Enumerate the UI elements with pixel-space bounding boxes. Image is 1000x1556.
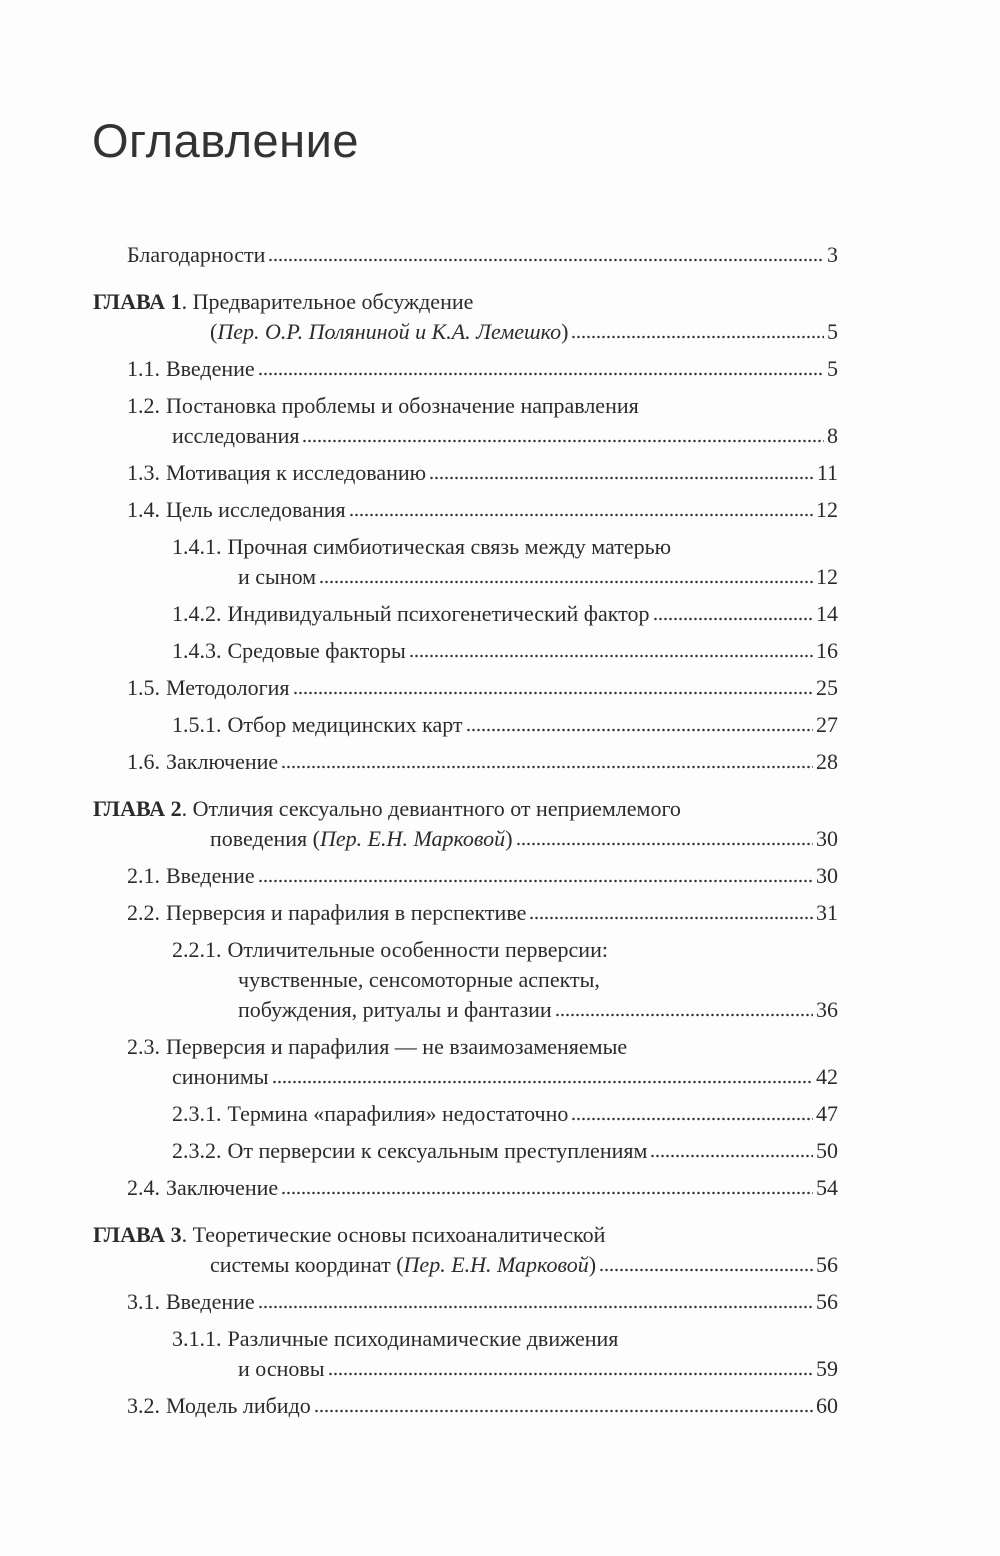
entry-title [166, 1032, 627, 1062]
title-text: Перверсия и парафилия в перспективе [166, 900, 527, 925]
title-text: синонимы [172, 1064, 269, 1089]
entry-title [166, 391, 639, 421]
entry-title [210, 824, 513, 854]
toc-entry-line [0, 458, 838, 488]
section-number: 2.2. [127, 900, 160, 925]
dot-leader [466, 728, 813, 732]
section-number: 2.4. [127, 1175, 160, 1200]
toc-entry[interactable] [0, 1391, 1000, 1421]
page-number: 16 [816, 638, 838, 663]
entry-title [228, 636, 406, 666]
table-of-contents [0, 240, 1000, 1421]
chapter-label: ГЛАВА 3 [93, 1222, 182, 1247]
dot-leader [429, 476, 814, 480]
toc-entry[interactable] [0, 861, 1000, 891]
toc-entry[interactable] [0, 673, 1000, 703]
dot-leader [319, 580, 813, 584]
separator: . [181, 289, 193, 314]
title-text: Средовые факторы [227, 638, 406, 663]
entry-title [238, 995, 552, 1025]
section-number: 1.4. [127, 497, 160, 522]
toc-entry-line [0, 1062, 838, 1092]
entry-title [238, 1354, 325, 1384]
toc-entry[interactable] [0, 532, 1000, 592]
entry-title [238, 965, 600, 995]
entry-title [127, 240, 265, 270]
page-number: 25 [816, 675, 838, 700]
toc-entry[interactable] [0, 1032, 1000, 1092]
toc-entry-line [0, 935, 838, 965]
page-number: 14 [816, 601, 838, 626]
title-text: Термина «парафилия» недостаточно [227, 1101, 569, 1126]
translator-credit: Пер. О.Р. Поляниной и К.А. Лемешко [217, 319, 562, 344]
toc-entry[interactable] [0, 599, 1000, 629]
toc-entry-line [0, 824, 838, 854]
toc-entry-line [0, 1324, 838, 1354]
title-text: ) [561, 319, 569, 344]
entry-title [210, 317, 568, 347]
section-number: 2.2.1. [172, 937, 222, 962]
title-text: Перверсия и парафилия — не взаимозаменяемые [166, 1034, 628, 1059]
section-number: 2.1. [127, 863, 160, 888]
title-text: Заключение [166, 749, 279, 774]
section-number: 3.2. [127, 1393, 160, 1418]
entry-title [166, 458, 426, 488]
title-text: Модель либидо [166, 1393, 311, 1418]
page-number: 47 [816, 1101, 838, 1126]
title-text: ( [210, 319, 218, 344]
title-text: Введение [166, 863, 255, 888]
dot-leader [650, 1154, 813, 1158]
toc-entry-line [0, 287, 838, 317]
entry-title [166, 861, 255, 891]
entry-title [228, 1136, 648, 1166]
page-number: 50 [816, 1138, 838, 1163]
toc-entry[interactable] [0, 898, 1000, 928]
title-text: Введение [166, 1289, 255, 1314]
dot-leader [516, 842, 813, 846]
title-text: Различные психодинамические движения [227, 1326, 619, 1351]
toc-entry-line [0, 1287, 838, 1317]
title-text: Методология [166, 675, 290, 700]
title-text: и сыном [238, 564, 317, 589]
toc-entry[interactable] [0, 1173, 1000, 1203]
toc-entry[interactable] [0, 1136, 1000, 1166]
entry-title [166, 898, 526, 928]
toc-entry[interactable] [0, 636, 1000, 666]
toc-entry-line [0, 1032, 838, 1062]
toc-entry[interactable] [0, 1099, 1000, 1129]
entry-title [193, 794, 681, 824]
toc-entry-line [0, 1173, 838, 1203]
entry-title [228, 1324, 619, 1354]
title-text: Введение [166, 356, 255, 381]
title-text: Индивидуальный психогенетический фактор [227, 601, 650, 626]
toc-entry-line [0, 1099, 838, 1129]
entry-title [228, 710, 463, 740]
toc-entry-line [0, 747, 838, 777]
separator: . [181, 1222, 193, 1247]
page-number: 27 [816, 712, 838, 737]
section-number: 1.3. [127, 460, 160, 485]
title-text: и основы [238, 1356, 325, 1381]
toc-entry[interactable] [0, 747, 1000, 777]
toc-entry-line [0, 354, 838, 384]
toc-entry[interactable] [0, 354, 1000, 384]
dot-leader [268, 258, 824, 262]
toc-entry[interactable] [0, 391, 1000, 451]
page-number: 5 [827, 319, 838, 344]
toc-chapter[interactable] [0, 287, 1000, 347]
dot-leader [529, 916, 813, 920]
section-number: 1.1. [127, 356, 160, 381]
section-number: 2.3. [127, 1034, 160, 1059]
title-text: Отбор медицинских карт [227, 712, 463, 737]
section-number: 3.1. [127, 1289, 160, 1314]
dot-leader [272, 1080, 813, 1084]
toc-entry-line [0, 1391, 838, 1421]
dot-leader [258, 1305, 813, 1309]
title-text: ) [588, 1252, 597, 1277]
title-text: ) [505, 826, 513, 851]
page-number: 12 [816, 564, 838, 589]
page-number: 42 [816, 1064, 838, 1089]
toc-entry-line [0, 1220, 838, 1250]
page-number: 11 [816, 460, 838, 485]
entry-title [166, 354, 255, 384]
dot-leader [293, 691, 813, 695]
section-number: 1.4.3. [172, 638, 222, 663]
entry-title [193, 1220, 606, 1250]
title-text: Предварительное обсуждение [192, 289, 474, 314]
title-text: Цель исследования [166, 497, 346, 522]
title-text: поведения ( [210, 826, 320, 851]
title-text: Отличия сексуально девиантного от неприемлемого [192, 796, 681, 821]
page-number: 54 [816, 1175, 838, 1200]
translator-credit: Пер. Е.Н. Марковой [403, 1252, 589, 1277]
entry-title [193, 287, 474, 317]
title-text: Отличительные особенности перверсии: [227, 937, 608, 962]
dot-leader [571, 335, 824, 339]
toc-entry-line [0, 421, 838, 451]
toc-entry-line [0, 710, 838, 740]
entry-title [228, 532, 672, 562]
toc-entry[interactable] [0, 710, 1000, 740]
title-text: Постановка проблемы и обозначение направления [166, 393, 639, 418]
section-number: 2.3.2. [172, 1138, 222, 1163]
entry-title [172, 421, 299, 451]
toc-entry[interactable] [0, 935, 1000, 1025]
entry-title [210, 1250, 596, 1280]
title-text: исследования [172, 423, 300, 448]
toc-entry[interactable] [0, 458, 1000, 488]
dot-leader [599, 1268, 813, 1272]
chapter-label: ГЛАВА 1 [93, 289, 182, 314]
page-number: 56 [816, 1289, 838, 1314]
section-number: 1.5.1. [172, 712, 222, 737]
toc-entry-line [0, 794, 838, 824]
dot-leader [555, 1013, 813, 1017]
toc-entry-line [0, 240, 838, 270]
toc-entry-line [0, 995, 838, 1025]
page-number: 5 [827, 356, 838, 381]
title-text: Заключение [166, 1175, 279, 1200]
toc-chapter[interactable] [0, 794, 1000, 854]
toc-entry-line [0, 317, 838, 347]
toc-entry-line [0, 532, 838, 562]
toc-entry[interactable] [0, 1287, 1000, 1317]
section-number: 1.6. [127, 749, 160, 774]
toc-entry-line [0, 1250, 838, 1280]
dot-leader [302, 439, 824, 443]
dot-leader [258, 879, 813, 883]
page-number: 36 [816, 997, 838, 1022]
entry-title [238, 562, 316, 592]
page-number: 60 [816, 1393, 838, 1418]
entry-title [228, 935, 608, 965]
toc-entry-line [0, 673, 838, 703]
page-number: 59 [816, 1356, 838, 1381]
title-text: Прочная симбиотическая связь между матерью [227, 534, 672, 559]
dot-leader [281, 765, 813, 769]
title-text: Теоретические основы психоаналитической [192, 1222, 606, 1247]
toc-entry[interactable] [0, 1324, 1000, 1384]
section-number: 1.5. [127, 675, 160, 700]
chapter-label: ГЛАВА 2 [93, 796, 182, 821]
entry-title [166, 1287, 255, 1317]
toc-entry-line [0, 636, 838, 666]
section-number: 1.4.2. [172, 601, 222, 626]
dot-leader [653, 617, 813, 621]
toc-entry[interactable] [0, 240, 1000, 270]
page-number: 31 [816, 900, 838, 925]
separator: . [181, 796, 193, 821]
section-number: 2.3.1. [172, 1101, 222, 1126]
section-number: 1.2. [127, 393, 160, 418]
dot-leader [349, 513, 813, 517]
page-title: Оглавление [92, 114, 360, 168]
dot-leader [314, 1409, 813, 1413]
entry-title [166, 673, 290, 703]
entry-title [228, 1099, 569, 1129]
entry-title [172, 1062, 269, 1092]
toc-entry-line [0, 861, 838, 891]
toc-chapter[interactable] [0, 1220, 1000, 1280]
page-number: 8 [827, 423, 838, 448]
section-number: 1.4.1. [172, 534, 222, 559]
dot-leader [409, 654, 813, 658]
translator-credit: Пер. Е.Н. Марковой [319, 826, 506, 851]
toc-entry-line [0, 391, 838, 421]
entry-title [166, 1173, 278, 1203]
entry-title [166, 1391, 311, 1421]
title-text: От перверсии к сексуальным преступлениям [227, 1138, 648, 1163]
toc-entry-line [0, 898, 838, 928]
toc-entry-line [0, 965, 838, 995]
toc-entry[interactable] [0, 495, 1000, 525]
section-number: 3.1.1. [172, 1326, 222, 1351]
page-number: 56 [816, 1252, 838, 1277]
toc-entry-line [0, 1136, 838, 1166]
toc-entry-line [0, 1354, 838, 1384]
page-number: 28 [816, 749, 838, 774]
dot-leader [571, 1117, 813, 1121]
title-text: побуждения, ритуалы и фантазии [238, 997, 552, 1022]
dot-leader [258, 372, 824, 376]
title-text: Благодарности [127, 242, 266, 267]
entry-title [166, 747, 278, 777]
page-number: 3 [827, 242, 838, 267]
page-number: 30 [816, 863, 838, 888]
page-number: 30 [816, 826, 838, 851]
dot-leader [328, 1372, 813, 1376]
entry-title [166, 495, 346, 525]
title-text: Мотивация к исследованию [166, 460, 427, 485]
dot-leader [281, 1191, 813, 1195]
title-text: чувственные, сенсомоторные аспекты, [238, 967, 600, 992]
title-text: системы координат ( [210, 1252, 404, 1277]
toc-entry-line [0, 562, 838, 592]
entry-title [228, 599, 650, 629]
toc-entry-line [0, 495, 838, 525]
toc-entry-line [0, 599, 838, 629]
page-number: 12 [816, 497, 838, 522]
